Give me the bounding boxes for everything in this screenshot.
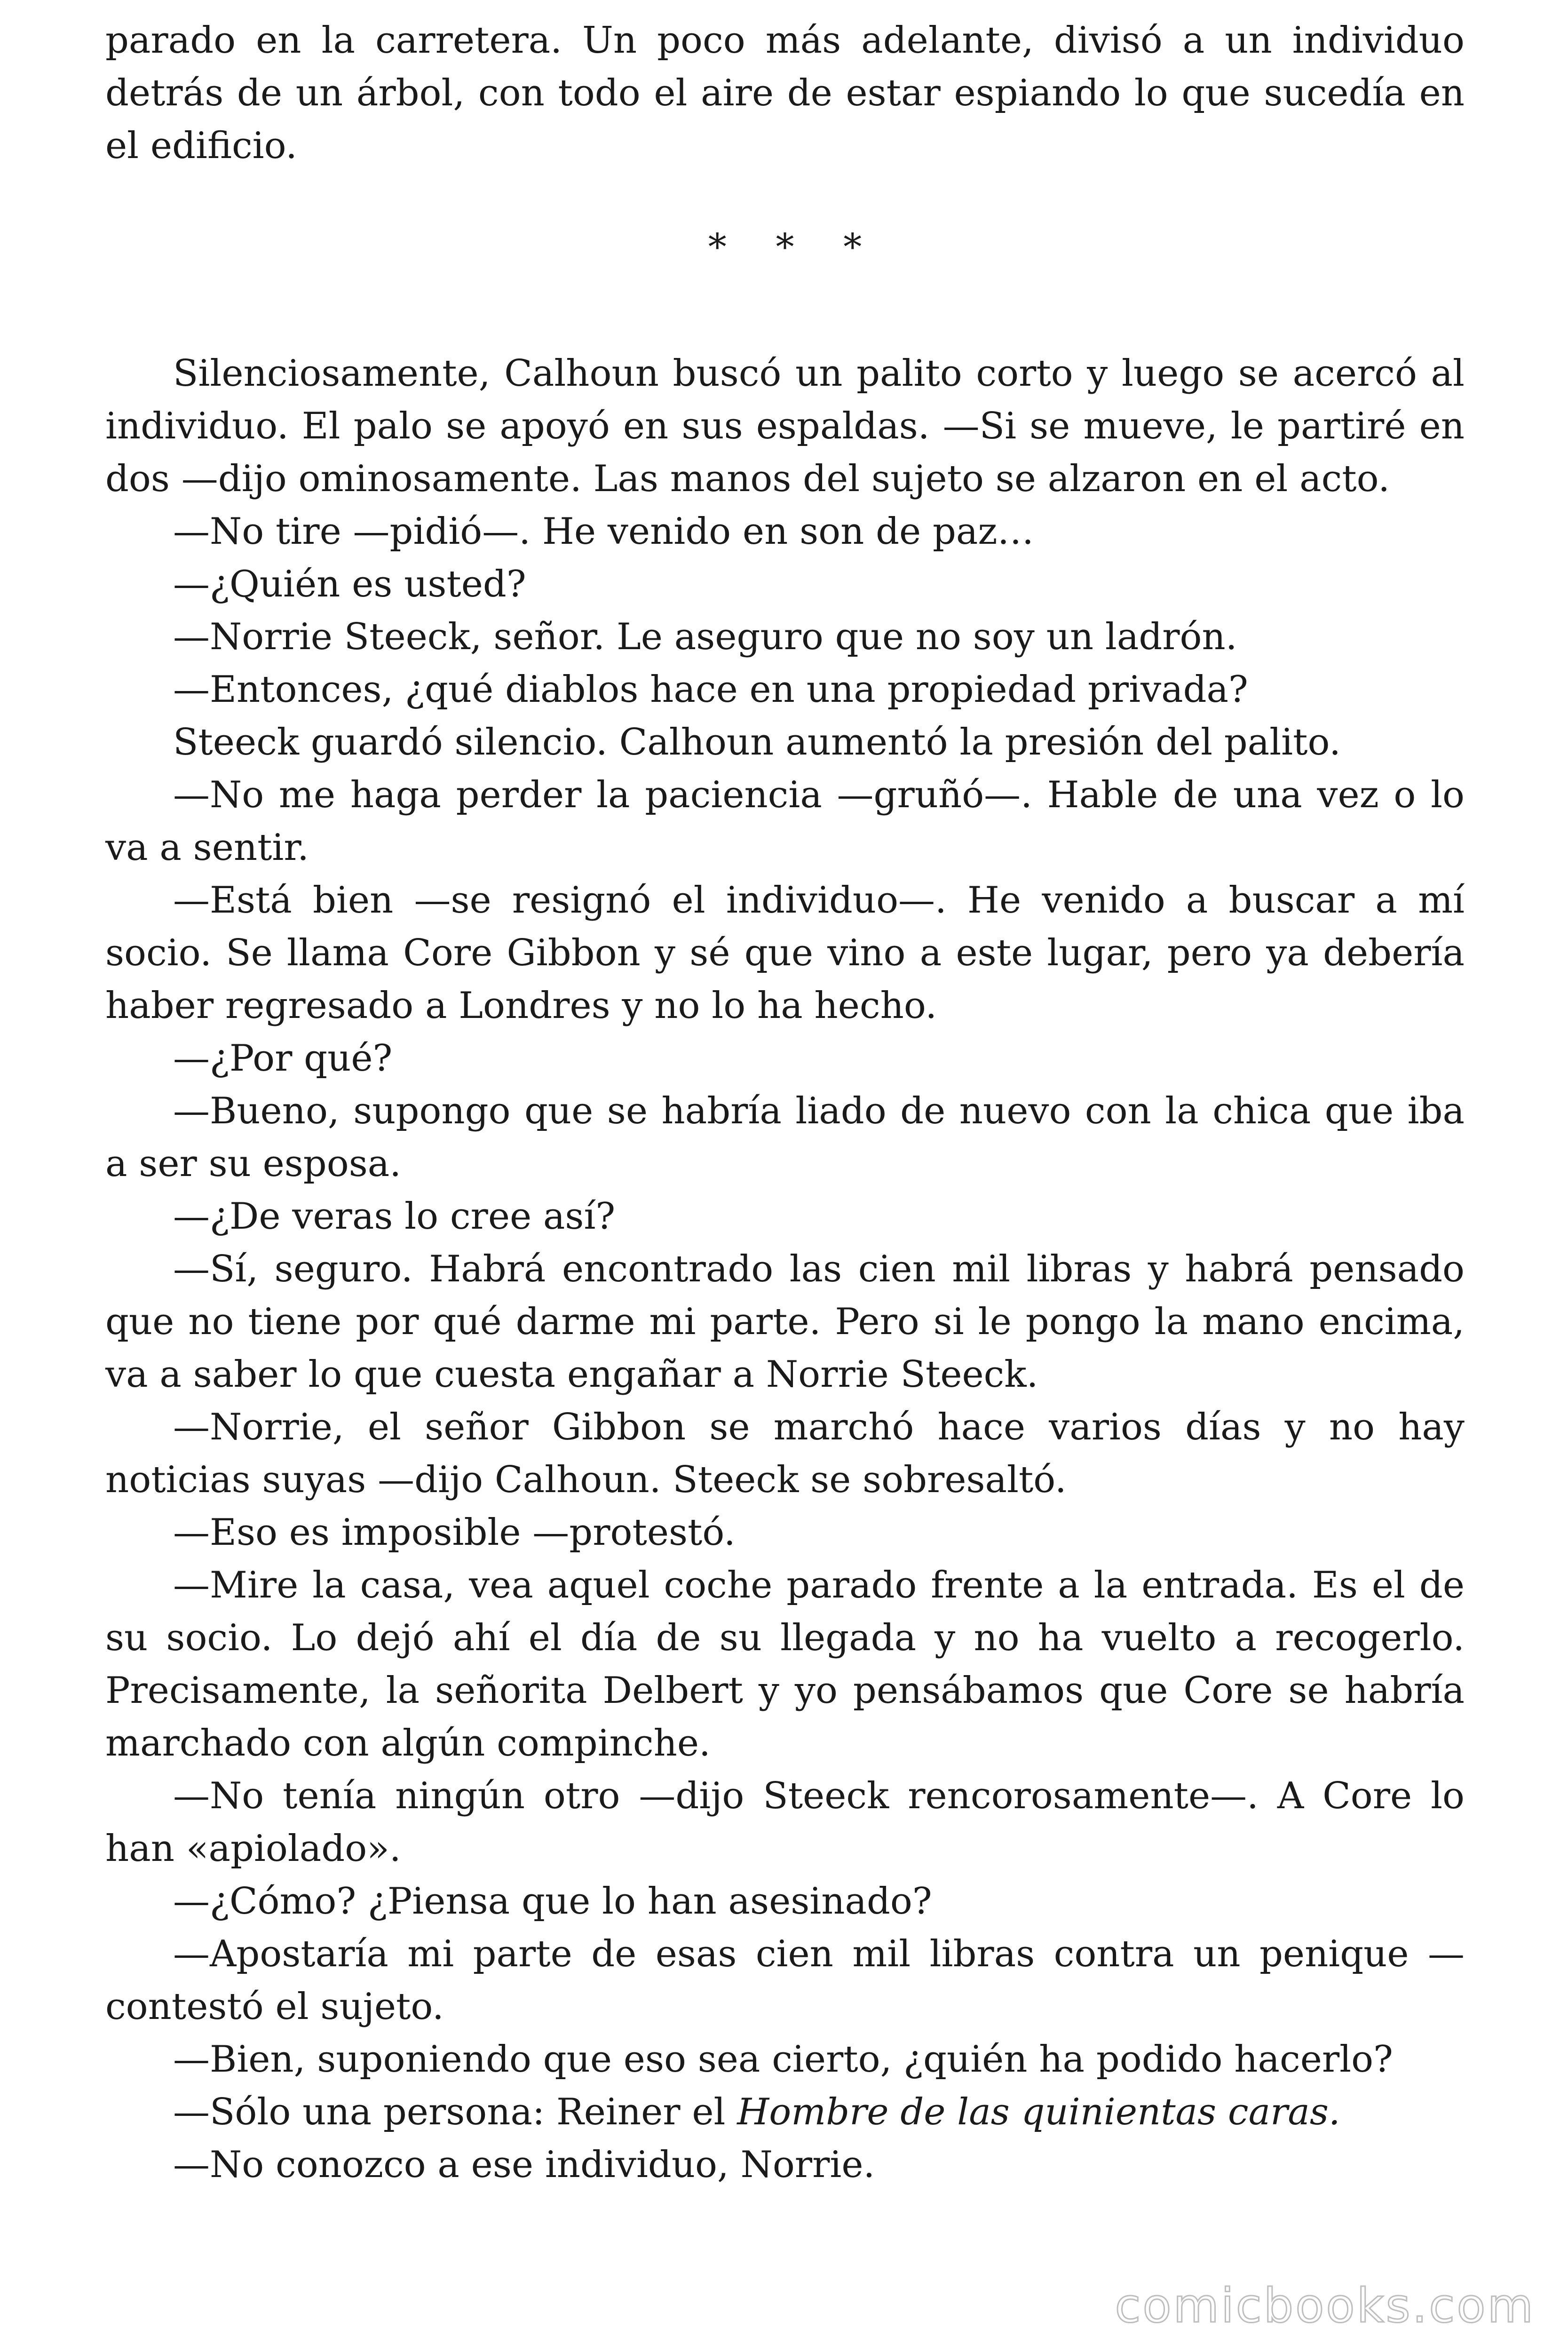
paragraph-11: —¿De veras lo cree así? (173, 1195, 616, 1238)
paragraph-20-text: —Sólo una persona: Reiner el (173, 2091, 737, 2133)
paragraph-20 (105, 2086, 1465, 2138)
paragraph-8: —Está bien —se resignó el individuo—. He venido a buscar a mí socio. Se llama Core Gibbon y sé que vino a este lugar, pero ya debería haber regresado a Londres y no lo ha hecho. (105, 879, 1465, 1027)
paragraph-6: Steeck guardó silencio. Calhoun aumentó la presión del palito. (173, 721, 1341, 763)
paragraph-18: —Apostaría mi parte de esas cien mil libras contra un penique —contestó el sujeto. (105, 1933, 1465, 2028)
scene-separator: * * * (708, 226, 881, 269)
opening-paragraph: parado en la carretera. Un poco más adelante, divisó a un individuo detrás de un árbol, con todo el aire de estar espiando lo que sucedía en el edificio. (105, 19, 1465, 167)
paragraph-3: —¿Quién es usted? (173, 563, 526, 605)
paragraph-7: —No me haga perder la paciencia —gruñó—. Hable de una vez o lo va a sentir. (105, 774, 1465, 869)
paragraph-10: —Bueno, supongo que se habría liado de nuevo con la chica que iba a ser su esposa. (105, 1090, 1465, 1185)
paragraph-5: —Entonces, ¿qué diablos hace en una propiedad privada? (173, 668, 1248, 711)
book-page (105, 14, 1465, 2191)
paragraph-13: —Norrie, el señor Gibbon se marchó hace varios días y no hay noticias suyas —dijo Calhoun. Steeck se sobresaltó. (105, 1406, 1465, 1501)
book-title-italic: Hombre de las quinientas caras. (737, 2091, 1340, 2133)
paragraph-12: —Sí, seguro. Habrá encontrado las cien mil libras y habrá pensado que no tiene por qué darme mi parte. Pero si le pongo la mano encima, va a saber lo que cuesta engañar a Norrie Steeck. (105, 1248, 1465, 1396)
paragraph-1: Silenciosamente, Calhoun buscó un palito corto y luego se acercó al individuo. El palo se apoyó en sus espaldas. —Si se mueve, le partiré en dos —dijo ominosamente. Las manos del sujeto se alzaron en el acto. (105, 352, 1465, 500)
site-watermark: comicbooks.com (1115, 2278, 1535, 2333)
paragraph-21: —No conozco a ese individuo, Norrie. (173, 2144, 875, 2186)
paragraph-17: —¿Cómo? ¿Piensa que lo han asesinado? (173, 1880, 932, 1923)
paragraph-19: —Bien, suponiendo que eso sea cierto, ¿quién ha podido hacerlo? (173, 2038, 1393, 2081)
paragraph-14: —Eso es imposible —protestó. (173, 1511, 736, 1554)
paragraph-4: —Norrie Steeck, señor. Le aseguro que no soy un ladrón. (173, 616, 1237, 658)
paragraph-16: —No tenía ningún otro —dijo Steeck rencorosamente—. A Core lo han «apiolado». (105, 1775, 1465, 1870)
paragraph-9: —¿Por qué? (173, 1037, 393, 1080)
paragraph-15: —Mire la casa, vea aquel coche parado frente a la entrada. Es el de su socio. Lo dejó ahí el día de su llegada y no ha vuelto a recogerlo. Precisamente, la señorita Delbert y yo pensábamos que Core se habría marchado con algún compinche. (105, 1564, 1465, 1764)
paragraph-2: —No tire —pidió—. He venido en son de paz… (173, 510, 1034, 553)
